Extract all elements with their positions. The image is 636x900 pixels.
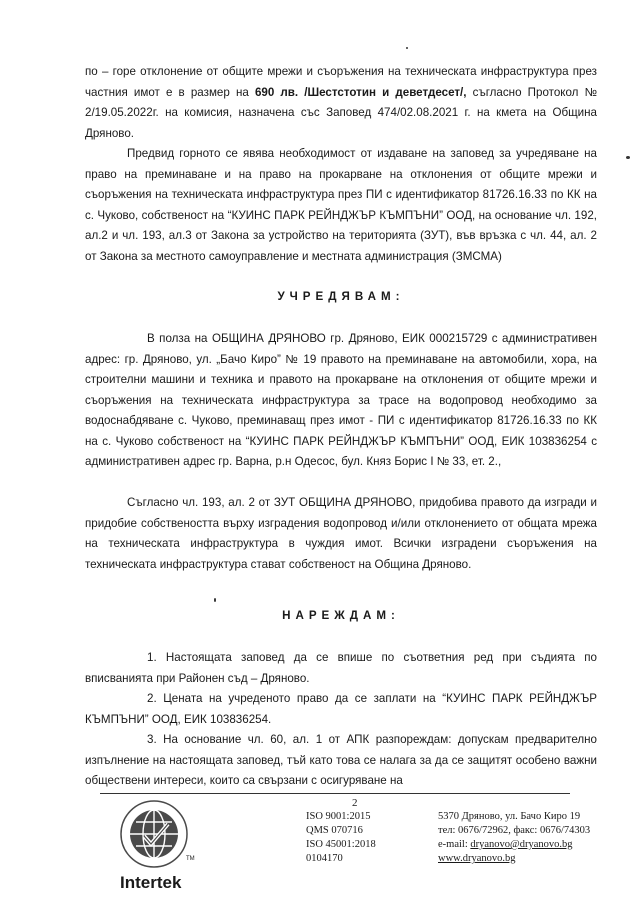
order-item-2	[85, 689, 597, 730]
website-link[interactable]: www.dryanovo.bg	[438, 853, 516, 864]
footer-divider	[100, 793, 570, 794]
iso-certifications	[306, 810, 376, 866]
heading-order: НАРЕЖДАМ:	[282, 609, 400, 622]
necessity-text: Предвид горното се явява необходимост от издаване на заповед за учредяване на право на преминаване и на право на прокарване на отклонения от общите мрежи и съоръжения на техническата инфраструктура през ПИ с идентификатор 81726.16.33 по КК на с. Чуково, собственост на “КУИНС ПАРК РЕЙНДЖЪР КЪМПЪНИ” ООД, на основание чл. 192, ал.2 и чл. 193, ал.3 от Закона за устройство на територията (ЗУТ), във връзка с чл. 44, ал. 2 от Закона за местното самоуправление и местната администрация (ЗМСМА)	[85, 147, 597, 263]
paragraph-easement	[85, 329, 597, 473]
iso-line: ISO 9001:2015	[306, 811, 371, 822]
order-item-3-text: 3. На основание чл. 60, ал. 1 от АПК разпореждам: допускам предварително изпълнение на настоящата заповед, тъй като това се налага за да се защитят особено важни обществени интереси, които са свързани с осигуряване на	[85, 733, 597, 787]
scan-speck	[214, 598, 216, 602]
paragraph-ownership	[85, 493, 597, 575]
scan-speck	[406, 47, 408, 49]
order-item-1	[85, 648, 597, 689]
paragraph-necessity	[85, 144, 597, 267]
iso-line: 0104170	[306, 853, 343, 864]
email-line	[438, 838, 590, 852]
order-item-2-text: 2. Цената на учреденото право да се заплати на “КУИНС ПАРК РЕЙНДЖЪР КЪМПЪНИ” ООД, ЕИК 103836254.	[85, 692, 597, 726]
easement-text: В полза на ОБЩИНА ДРЯНОВО гр. Дряново, ЕИК 000215729 с административен адрес: гр. Дряново, ул. „Бачо Киро” № 19 правото на преминаване на автомобили, хора, на строителни машини и техника и правото на прокарване на отклонения от общите мрежи и съоръжения на техническата инфраструктура за трасе на водопровод необходимо за водоснабдяване с. Чуково, преминаващ през имот - ПИ с идентификатор 81726.16.33 по КК на с. Чуково собственост на “КУИНС ПАРК РЕЙНДЖЪР КЪМПЪНИ” ООД, ЕИК 103836254 с административен адрес гр. Варна, р.н Одесос, бул. Княз Борис I № 33, ет. 2.,	[85, 332, 597, 468]
address: 5370 Дряново, ул. Бачо Киро 19	[438, 811, 581, 822]
intertek-logo-text: Intertek	[120, 873, 182, 892]
email-link[interactable]: dryanovo@dryanovo.bg	[470, 839, 573, 850]
compensation-text-start: по – горе отклонение от общите мрежи и съоръжения на техническата инфраструктура през частния имот е в размер на	[85, 65, 597, 99]
phone-fax: тел: 0676/72962, факс: 0676/74303	[438, 825, 591, 836]
email-label: e-mail:	[438, 839, 471, 850]
trademark-symbol: TM	[186, 856, 195, 862]
compensation-amount: 690 лв. /Шестстотин и деветдесет/,	[254, 85, 467, 99]
order-item-1-text: 1. Настоящата заповед да се впише по съответния ред при съдията по вписванията при Районен съд – Дряново.	[85, 651, 597, 685]
iso-line: QMS 070716	[306, 825, 363, 836]
page-number: 2	[352, 797, 358, 809]
paragraph-compensation	[85, 62, 597, 144]
order-item-3	[85, 730, 597, 792]
scan-speck	[626, 156, 630, 159]
heading-establish: УЧРЕДЯВАМ:	[277, 290, 405, 303]
contact-block	[438, 810, 590, 866]
iso-line: ISO 45001:2018	[306, 839, 376, 850]
compensation-text-end: съгласно Протокол № 2/19.05.2022г. на комисия, назначена със Заповед 474/02.08.2021 г. на кмета на Община Дряново.	[85, 85, 598, 140]
ownership-text: Съгласно чл. 193, ал. 2 от ЗУТ ОБЩИНА ДРЯНОВО, придобива правото да изгради и придобие собствеността върху изградения водопровод и/или отклонението от общата мрежа на техническата инфраструктура в чуждия имот. Всички изградени съоръжения на техническата инфраструктура стават собственост на Община Дряново.	[85, 496, 597, 571]
